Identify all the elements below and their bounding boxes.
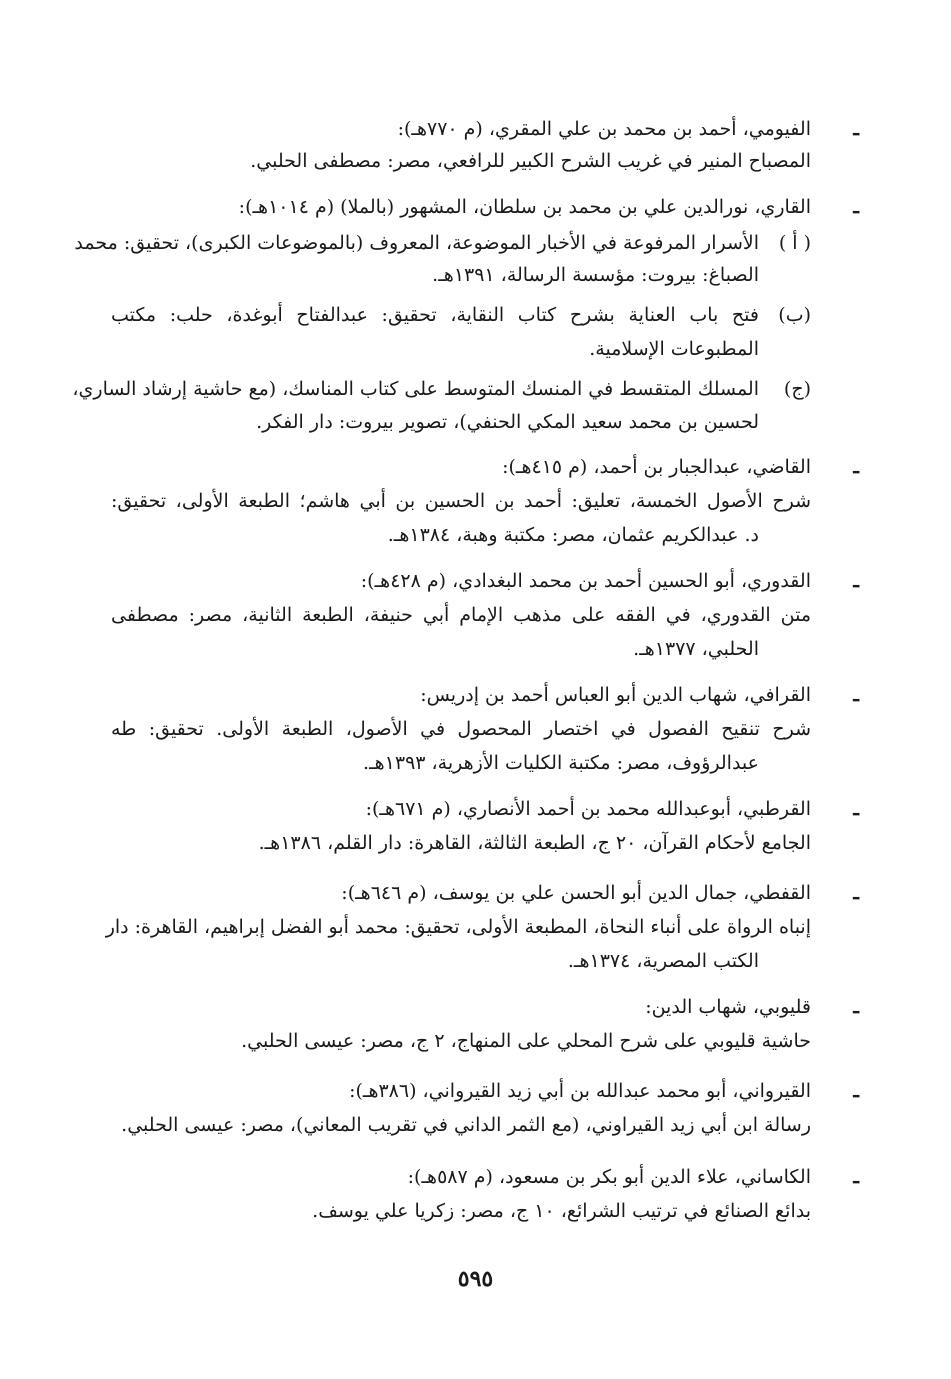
entry-heading: القرافي، شهاب الدين أبو العباس أحمد بن إدريس: (420, 684, 811, 706)
entry-heading: الفيومي، أحمد بن محمد بن علي المقري، (م ٧٧٠هـ): (397, 118, 811, 140)
entry-body-line: بدائع الصنائع في ترتيب الشرائع، ١٠ ج، مصر: زكريا علي يوسف. (312, 1200, 811, 1222)
entry-dash: ـ (853, 1080, 859, 1102)
entry-body-line: شرح الأصول الخمسة، تعليق: أحمد بن الحسين بن أبي هاشم؛ الطبعة الأولى، تحقيق: (111, 490, 811, 512)
entry-heading: القرطبي، أبوعبدالله محمد بن أحمد الأنصاري، (م ٦٧١هـ): (365, 798, 811, 820)
entry-body-line: الجامع لأحكام القرآن، ٢٠ ج، الطبعة الثالثة، القاهرة: دار القلم، ١٣٨٦هـ. (258, 832, 811, 854)
entry-body-line: الحلبي، ١٣٧٧هـ. (633, 638, 759, 660)
entry-body-line: د. عبدالكريم عثمان، مصر: مكتبة وهبة، ١٣٨٤هـ. (387, 524, 759, 546)
item-line: المسلك المتقسط في المنسك المتوسط على كتاب المناسك، (مع حاشية إرشاد الساري، (72, 378, 759, 400)
entry-dash: ـ (853, 196, 859, 218)
item-line: لحسين بن محمد سعيد المكي الحنفي)، تصوير بيروت: دار الفكر. (256, 411, 759, 433)
item-mark: (ب) (778, 304, 811, 326)
entry-dash: ـ (853, 118, 859, 140)
entry-body-line: الكتب المصرية، ١٣٧٤هـ. (567, 950, 759, 972)
entry-body-line: شرح تنقيح الفصول في اختصار المحصول في الأصول، الطبعة الأولى. تحقيق: طه (111, 718, 811, 740)
entry-body-line: حاشية قليوبي على شرح المحلي على المنهاج، ٢ ج، مصر: عيسى الحلبي. (241, 1030, 811, 1052)
entry-body-line: متن القدوري، في الفقه على مذهب الإمام أبي حنيفة، الطبعة الثانية، مصر: مصطفى (111, 604, 811, 626)
item-mark: (ج) (783, 378, 811, 400)
page-number: ٥٩٥ (457, 1266, 494, 1292)
entry-dash: ـ (853, 456, 859, 478)
entry-body-line: عبدالرؤوف، مصر: مكتبة الكليات الأزهرية، ١٣٩٣هـ. (363, 752, 759, 774)
entry-heading: القاري، نورالدين علي بن محمد بن سلطان، المشهور (بالملا) (م ١٠١٤هـ): (238, 196, 811, 218)
entry-body-line: إنباه الرواة على أنباء النحاة، المطبعة الأولى، تحقيق: محمد أبو الفضل إبراهيم، القاهرة: دار (105, 916, 811, 938)
entry-body-line: رسالة ابن أبي زيد القيراوني، (مع الثمر الداني في تقريب المعاني)، مصر: عيسى الحلبي. (121, 1114, 811, 1136)
entry-dash: ـ (853, 882, 859, 904)
entry-body-line: المصباح المنير في غريب الشرح الكبير للرافعي، مصر: مصطفى الحلبي. (250, 150, 811, 172)
entry-dash: ـ (853, 1166, 859, 1188)
item-line: فتح باب العناية بشرح كتاب النقاية، تحقيق: عبدالفتاح أبوغدة، حلب: مكتب (111, 304, 759, 326)
entry-heading: القاضي، عبدالجبار بن أحمد، (م ٤١٥هـ): (502, 456, 811, 478)
entry-dash: ـ (853, 798, 859, 820)
item-line: الأسرار المرفوعة في الأخبار الموضوعة، المعروف (بالموضوعات الكبرى)، تحقيق: محمد (74, 232, 759, 254)
item-mark: ( أ ) (778, 232, 811, 254)
entry-dash: ـ (853, 684, 859, 706)
entry-dash: ـ (853, 570, 859, 592)
entry-heading: القفطي، جمال الدين أبو الحسن علي بن يوسف، (م ٦٤٦هـ): (341, 882, 811, 904)
entry-heading: قليوبي، شهاب الدين: (645, 996, 811, 1018)
item-line: المطبوعات الإسلامية. (589, 338, 759, 360)
entry-dash: ـ (853, 996, 859, 1018)
entry-heading: الكاساني، علاء الدين أبو بكر بن مسعود، (م ٥٨٧هـ): (407, 1166, 811, 1188)
item-line: الصباغ: بيروت: مؤسسة الرسالة، ١٣٩١هـ. (432, 264, 759, 286)
entry-heading: القدوري، أبو الحسين أحمد بن محمد البغدادي، (م ٤٢٨هـ): (360, 570, 811, 592)
entry-heading: القيرواني، أبو محمد عبدالله بن أبي زيد القيرواني، (٣٨٦هـ): (349, 1080, 811, 1102)
